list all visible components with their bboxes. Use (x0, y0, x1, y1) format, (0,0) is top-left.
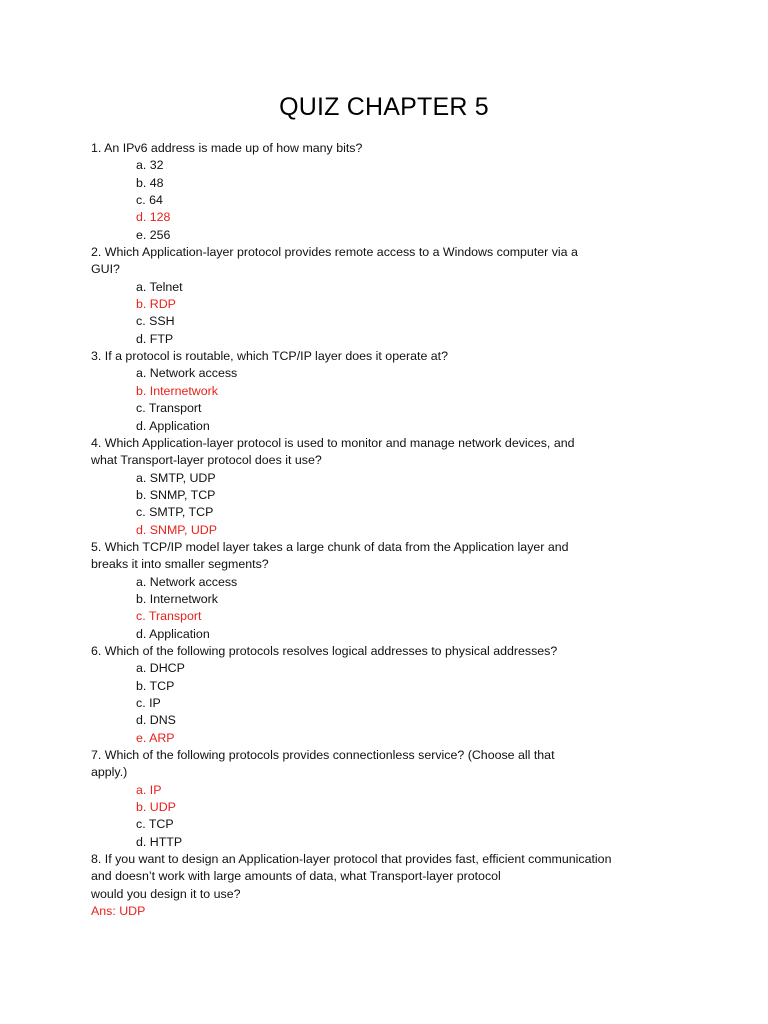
answer-option-correct: e. ARP (136, 730, 175, 745)
answer-option: c. SMTP, TCP (136, 505, 214, 520)
answer-option: c. IP (136, 696, 161, 710)
answer-option: a. SMTP, UDP (136, 470, 216, 485)
answer-option: d. FTP (136, 331, 174, 346)
question-block (91, 348, 651, 435)
question-text: 3. If a protocol is routable, which TCP/IP layer does it operate at? (91, 349, 448, 364)
question-text: 5. Which TCP/IP model layer takes a large chunk of data from the Application layer and breaks it into smaller segments? (91, 539, 569, 572)
question-text: 4. Which Application-layer protocol is used to monitor and manage network devices, and what Transport-layer protocol does it use? (91, 435, 575, 468)
question-block (91, 851, 651, 920)
question-block (91, 747, 651, 851)
answer-option: c. Transport (136, 401, 202, 416)
answer-option: c. SSH (136, 314, 175, 329)
answer-option: d. HTTP (136, 834, 183, 849)
answer-option: b. Internetwork (136, 591, 218, 606)
answer-option: b. SNMP, TCP (136, 487, 216, 502)
answer-option: c. TCP (136, 817, 174, 832)
answer-option: b. 48 (136, 175, 164, 190)
quiz-content (91, 140, 651, 920)
answer-option: c. 64 (136, 193, 163, 208)
answer-option-correct: d. SNMP, UDP (136, 522, 218, 537)
answer-option: a. 32 (136, 158, 164, 173)
answer-option-correct: c. Transport (136, 609, 202, 624)
question-block (91, 643, 651, 747)
answer-text: Ans: UDP (91, 904, 146, 919)
question-text: 8. If you want to design an Application-layer protocol that provides fast, efficient communication and doesn’t work with large amounts of data, what Transport-layer protocol would you design it to use? (91, 852, 612, 901)
answer-option-correct: a. IP (136, 782, 162, 797)
question-block (91, 140, 651, 244)
answer-option: a. Network access (136, 366, 238, 381)
answer-option-correct: b. Internetwork (136, 383, 218, 398)
answer-option: d. Application (136, 626, 210, 641)
answer-option: d. Application (136, 418, 210, 433)
answer-option: a. DHCP (136, 661, 185, 676)
answer-option: b. TCP (136, 678, 175, 693)
question-text: 1. An IPv6 address is made up of how many bits? (91, 141, 363, 155)
page-title: QUIZ CHAPTER 5 (279, 93, 489, 121)
answer-option: a. Network access (136, 574, 238, 589)
answer-option: a. Telnet (136, 279, 183, 294)
question-block (91, 539, 651, 643)
question-text: 7. Which of the following protocols provides connectionless service? (Choose all that apply.) (91, 748, 555, 780)
question-text: 2. Which Application-layer protocol provides remote access to a Windows computer via a GUI? (91, 245, 578, 277)
answer-option-correct: b. UDP (136, 800, 176, 815)
answer-option: e. 256 (136, 227, 171, 242)
answer-option-correct: b. RDP (136, 297, 176, 312)
answer-option: d. DNS (136, 713, 176, 728)
answer-option-correct: d. 128 (136, 210, 171, 225)
question-block (91, 435, 651, 539)
question-block (91, 244, 651, 348)
question-text: 6. Which of the following protocols resolves logical addresses to physical addresses? (91, 643, 558, 658)
